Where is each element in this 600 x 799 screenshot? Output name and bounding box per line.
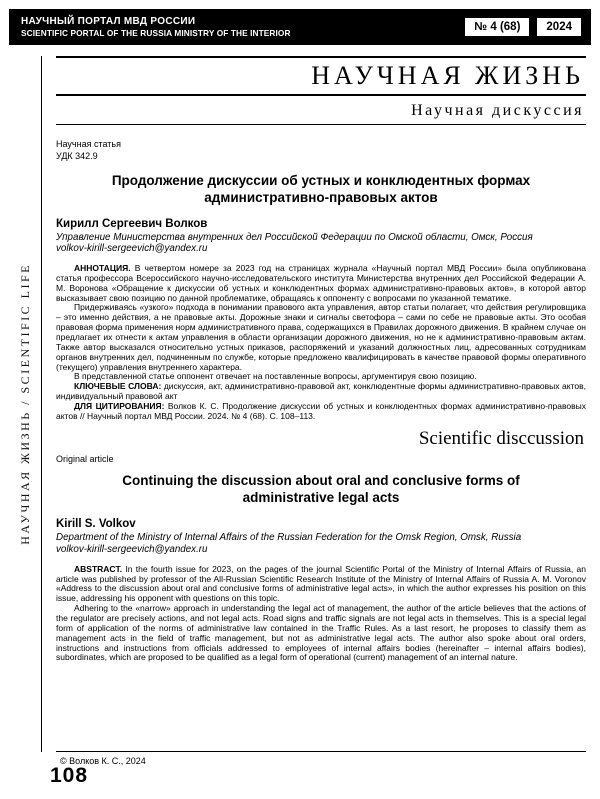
section-subheading-ru: Научная дискуссия (411, 101, 584, 119)
article-type-en: Original article (56, 453, 114, 464)
keywords-paragraph (56, 382, 586, 402)
section-heading-ru: НАУЧНАЯ ЖИЗНЬ (311, 61, 584, 90)
copyright-line: © Волков К. С., 2024 (60, 756, 146, 766)
footer-rule (56, 751, 586, 752)
subheading-rule (56, 124, 586, 125)
journal-titles (21, 15, 291, 39)
article-title-en: Continuing the discussion about oral and conclusive forms of administrative legal acts (122, 472, 520, 505)
author-block-en (56, 518, 586, 555)
citation-text: Волков К. С. Продолжение дискуссии об устных и конклюдентных формах административно-правовых актов // Научный портал МВД России. 2024. № 4 (68). С. 108–113. (56, 401, 586, 421)
udk-code: УДК 342.9 (56, 150, 98, 161)
author-email-ru: volkov-kirill-sergeevich@yandex.ru (56, 243, 208, 255)
abstract-block-en (56, 565, 586, 664)
author-name-en: Kirill S. Volkov (56, 518, 136, 531)
abstract-block-ru (56, 264, 586, 422)
citation-label: ДЛЯ ЦИТИРОВАНИЯ: (74, 401, 165, 412)
author-block-ru (56, 218, 586, 255)
abstract-label-ru: АННОТАЦИЯ. (74, 263, 131, 274)
keywords-label: КЛЮЧЕВЫЕ СЛОВА: (74, 381, 162, 392)
issue-badges (465, 18, 581, 36)
article-page (56, 56, 586, 663)
sidebar-vertical-label: НАУЧНАЯ ЖИЗНЬ / SCIENTIFIC LIFE (17, 263, 32, 545)
abstract-text: В четвертом номере за 2023 год на страницах журнала «Научный портал МВД России» была опубликована статья профессора Всероссийского научно-исследовательского института Министерства внутренних дел Российской Федерации А. М. Воронова «Обращение к дискуссии об устных и конклюдентных формах административно-правовых актов», в которой автор высказывает свою позицию по данной проблематике, обращаясь к оппоненту с вопросами по указанной тематике. (56, 263, 586, 303)
abstract-paragraph: Придерживаясь «узкого» подхода в понимании правового акта управления, автор статьи полагает, что действия регулировщика – это именно действия, а не правовые акты. Дорожные знаки и сигналы светофора – сами по себе не правовые акты. Это особая правовая форма применения норм административного права, содержащихся в Правилах дорожного движения. В крайнем случае он предлагает их отнести к актам управления в области организации дорожного движения, но не к административно-правовым актам. Также автор высказался относительно устных приказов, распоряжений и указаний должностных лиц, адресованных сотрудникам органов внутренних дел, подчиненным по службе, которые предложено квалифицировать в качестве правовой формы оперативного (текущего) управления внутреннего характера. (56, 302, 586, 372)
abstract-label-en: ABSTRACT. (74, 563, 123, 574)
abstract-text-en: In the fourth issue for 2023, on the pages of the journal Scientific Portal of the Ministry of Internal Affairs of Russia, an article was published by professor of the All-Russian Scientific Research Institute of the Ministry of Internal Affairs of Russia A. M. Voronov «Address to the discussion about oral and conclusive forms of administrative legal acts», in which the author expresses his position on this issue, addressing his opponent with questions on this topic. (56, 563, 586, 604)
abstract-paragraph (56, 264, 586, 303)
journal-masthead (9, 9, 591, 45)
article-meta-ru (56, 139, 586, 162)
author-email-en: volkov-kirill-sergeevich@yandex.ru (56, 543, 208, 555)
journal-title-en: SCIENTIFIC PORTAL OF THE RUSSIA MINISTRY OF THE INTERIOR (21, 28, 291, 39)
issue-number-badge: № 4 (68) (465, 18, 529, 36)
section-top-rule (56, 56, 586, 58)
year-badge: 2024 (537, 18, 581, 36)
section-bottom-rule (56, 94, 586, 96)
journal-title-ru: НАУЧНЫЙ ПОРТАЛ МВД РОССИИ (21, 16, 196, 28)
abstract-paragraph: В представленной статье оппонент отвечает на поставленные вопросы, аргументируя свою позицию. (74, 371, 477, 382)
article-title-ru: Продолжение дискуссии об устных и конклюдентных формах административно-правовых актов (111, 172, 531, 205)
keywords-text: дискуссия, акт, административно-правовой акт, конклюдентные формы административно-правовых актов, индивидуальный правовой акт (56, 381, 586, 402)
abstract-paragraph-en: Adhering to the «narrow» approach in understanding the legal act of management, the author of the article believes that the actions of the regulator are precisely actions, and not legal acts. Road signs and traffic signals are not legal acts in themselves. This is a special legal form of application of the norms of administrative law contained in the Traffic Rules. As a last resort, he proposes to classify them as management acts in the field of traffic management, but not as administrative legal acts. The author also spoke about oral orders, instructions and instructions from officials addressed to employees of internal affairs bodies (hereinafter – internal affairs bodies), subordinates, which are proposed to be qualified as a legal form of operational (current) management of an internal nature. (56, 603, 586, 663)
author-affiliation-ru: Управление Министерства внутренних дел Российской Федерации по Омской области, Омск, Россия (56, 231, 533, 243)
citation-paragraph (56, 402, 586, 422)
article-type-ru: Научная статья (56, 139, 121, 150)
section-heading-en: Scientific disccussion (418, 427, 584, 449)
author-name-ru: Кирилл Сергеевич Волков (56, 217, 208, 230)
section-sidebar (9, 56, 42, 752)
author-affiliation-en: Department of the Ministry of Internal Affairs of the Russian Federation for the Omsk Region, Omsk, Russia (56, 532, 522, 544)
page-number: 108 (50, 764, 89, 787)
abstract-paragraph-en (56, 565, 586, 604)
